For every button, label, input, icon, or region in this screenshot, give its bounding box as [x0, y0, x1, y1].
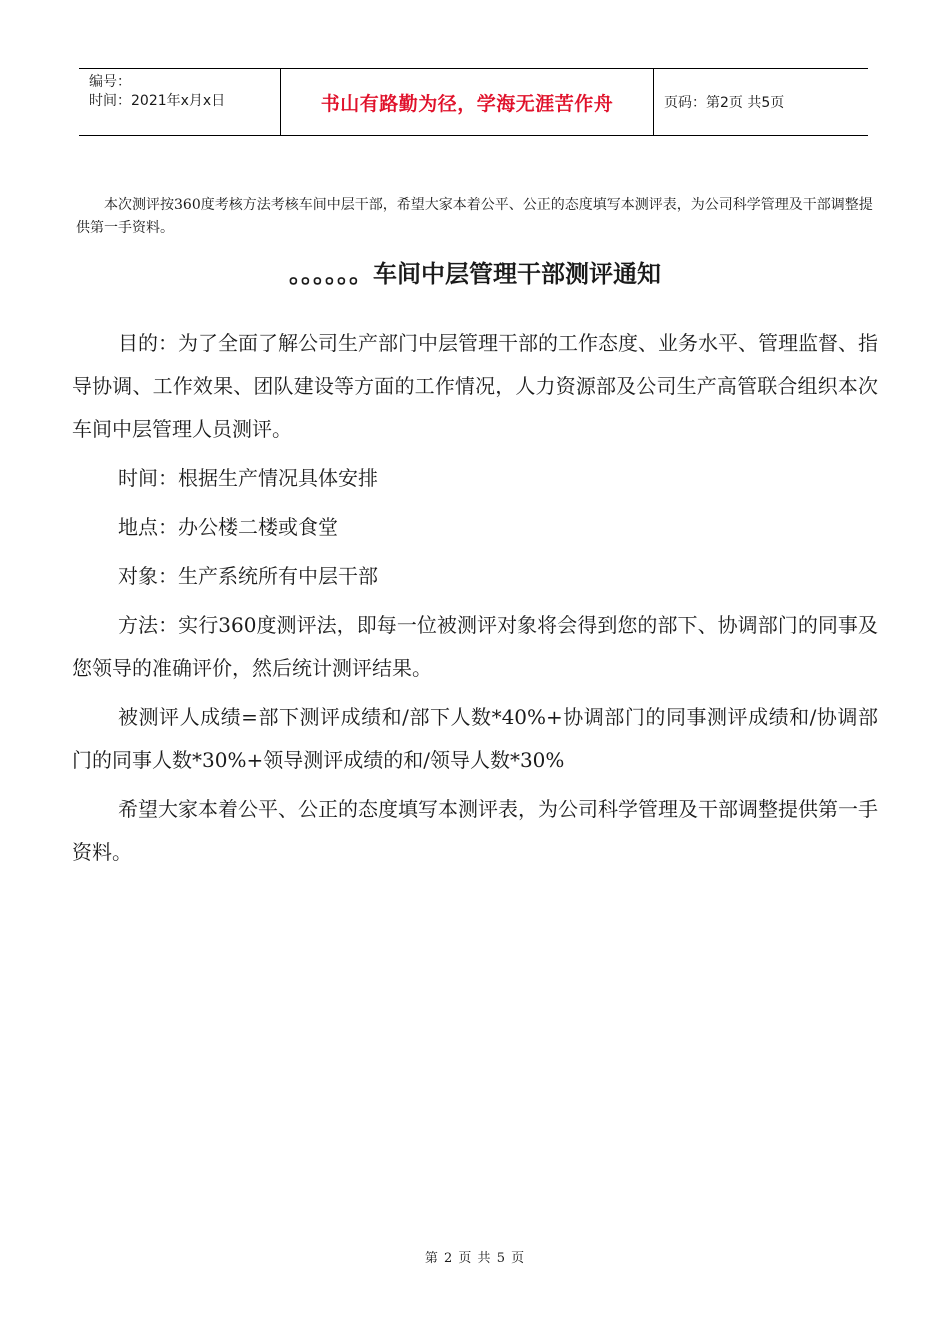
time-label: 时间：2021年x月x日 [89, 93, 226, 109]
document-body [72, 322, 878, 880]
intro-text: 本次测评按360度考核方法考核车间中层干部，希望大家本着公平、公正的态度填写本测评表，为公司科学管理及干部调整提供第一手资料。 [76, 197, 873, 236]
paragraph-purpose: 目的：为了全面了解公司生产部门中层管理干部的工作态度、业务水平、管理监督、指导协调、工作效果、团队建设等方面的工作情况，人力资源部及公司生产高管联合组织本次车间中层管理人员测评。 [72, 331, 878, 441]
page-footer: 第 2 页 共 5 页 [424, 1251, 526, 1266]
page-header [79, 68, 868, 136]
paragraph-closing: 希望大家本着公平、公正的态度填写本测评表，为公司科学管理及干部调整提供第一手资料。 [72, 797, 878, 864]
header-page-info: 页码：第2页 共5页 [664, 95, 785, 111]
paragraph-method: 方法：实行360度测评法，即每一位被测评对象将会得到您的部下、协调部门的同事及您领导的准确评价，然后统计测评结果。 [72, 613, 878, 680]
header-meta [79, 69, 281, 135]
paragraph-location: 地点：办公楼二楼或食堂 [118, 515, 338, 539]
serial-label: 编号： [89, 74, 131, 90]
paragraph-formula: 被测评人成绩=部下测评成绩和/部下人数*40%+协调部门的同事测评成绩和/协调部门的同事人数*30%+领导测评成绩的和/领导人数*30% [72, 705, 878, 772]
document-title: 。。。。。。车间中层管理干部测评通知 [289, 260, 661, 288]
paragraph-time: 时间：根据生产情况具体安排 [118, 466, 378, 490]
paragraph-target: 对象：生产系统所有中层干部 [118, 564, 378, 588]
header-motto: 书山有路勤为径，学海无涯苦作舟 [281, 69, 654, 135]
